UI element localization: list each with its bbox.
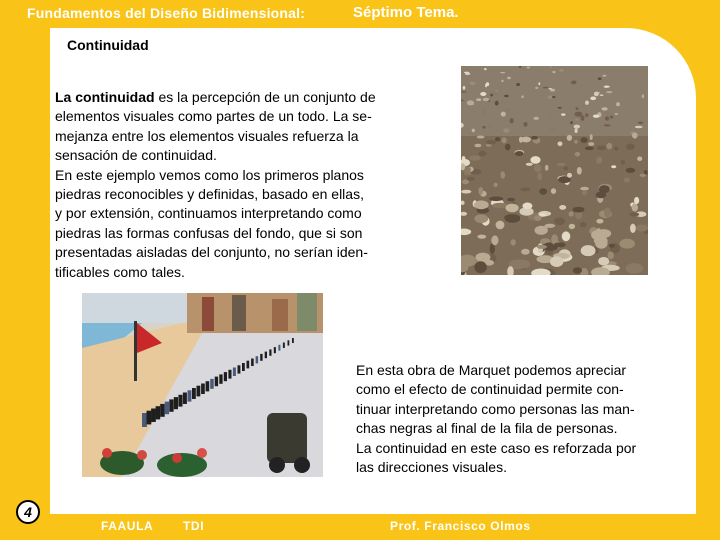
stone-shape	[600, 94, 604, 96]
stone-shape	[520, 188, 530, 192]
stone-shape	[521, 95, 524, 98]
stone-shape	[585, 101, 589, 105]
crowd-figure	[147, 411, 152, 425]
stone-shape	[504, 95, 509, 97]
crowd-figure	[210, 379, 214, 389]
stone-shape	[477, 136, 485, 139]
crowd-figure	[142, 413, 147, 427]
stone-shape	[475, 214, 489, 223]
stone-shape	[582, 190, 587, 195]
stone-shape	[626, 144, 634, 150]
course-title: Fundamentos del Diseño Bidimensional:	[27, 5, 306, 21]
stone-shape	[554, 242, 566, 247]
stone-shape	[602, 107, 608, 110]
stone-shape	[558, 107, 562, 109]
crowd-figure	[219, 374, 222, 383]
crowd-figure	[201, 384, 205, 395]
crowd-figure	[151, 409, 156, 423]
crowd-figure	[169, 399, 173, 411]
stone-shape	[485, 84, 487, 87]
stone-shape	[515, 260, 530, 269]
crowd-figure	[269, 349, 271, 355]
crowd-figure	[197, 386, 201, 397]
stone-shape	[559, 69, 564, 72]
stone-shape	[504, 214, 520, 221]
crowd-figure	[224, 372, 227, 381]
stone-shape	[507, 77, 511, 80]
footer-subject: TDI	[183, 519, 205, 533]
stone-shape	[484, 68, 487, 70]
stone-shape	[615, 113, 618, 115]
stone-shape	[581, 137, 588, 143]
stone-shape	[503, 128, 509, 132]
stone-shape	[638, 122, 643, 125]
crowd-figure	[215, 377, 218, 387]
stone-shape	[596, 219, 603, 224]
stone-shape	[515, 151, 524, 156]
stone-shape	[576, 107, 579, 110]
stone-shape	[461, 190, 471, 194]
marquet-paragraph: En esta obra de Marquet podemos apreciar como el efecto de continuidad permite con- tinuar interpretando como personas las man- chas negras al final de la fila de personas. La continuidad en este caso es reforzada por las direcciones visuales.	[356, 362, 637, 476]
stone-shape	[573, 207, 585, 213]
stone-shape	[493, 183, 497, 187]
stone-shape	[474, 144, 481, 147]
stone-shape	[637, 157, 642, 162]
stone-shape	[630, 224, 636, 233]
stone-shape	[507, 198, 515, 202]
stones-image	[461, 66, 648, 275]
crowd-figure	[251, 359, 254, 367]
stone-shape	[567, 173, 572, 178]
stone-shape	[570, 121, 573, 124]
stone-shape	[530, 156, 540, 164]
stone-shape	[611, 165, 616, 168]
stone-shape	[609, 244, 615, 248]
crowd-figure	[192, 388, 196, 399]
stone-shape	[581, 245, 596, 256]
stone-shape	[500, 72, 505, 73]
stone-shape	[596, 192, 607, 199]
stone-shape	[575, 152, 580, 157]
stone-shape	[544, 224, 555, 228]
stone-shape	[550, 128, 555, 130]
crowd-figure	[288, 340, 290, 345]
stone-shape	[479, 151, 487, 157]
stone-shape	[483, 98, 489, 102]
stone-shape	[501, 80, 503, 83]
stone-shape	[474, 200, 489, 209]
stone-shape	[608, 252, 614, 260]
stone-shape	[505, 144, 511, 151]
crowd-figure	[156, 406, 161, 419]
stone-shape	[598, 257, 609, 266]
stone-shape	[577, 167, 582, 175]
stone-shape	[619, 239, 635, 249]
stone-shape	[505, 108, 510, 111]
crowd-figure	[256, 356, 259, 363]
stone-shape	[573, 267, 582, 273]
crowd-figure	[206, 381, 210, 391]
stone-shape	[534, 164, 542, 172]
stone-shape	[590, 97, 596, 101]
stone-shape	[539, 188, 547, 194]
stone-shape	[551, 188, 556, 194]
stone-shape	[467, 177, 475, 181]
stone-shape	[469, 82, 475, 86]
stone-shape	[481, 109, 485, 114]
continuity-lead: La continuidad	[55, 89, 155, 105]
page-title: Continuidad	[67, 37, 149, 53]
stone-shape	[580, 222, 586, 227]
stone-shape	[506, 204, 519, 213]
crowd-figure	[188, 390, 192, 401]
stone-shape	[488, 125, 492, 128]
stone-shape	[575, 119, 578, 121]
stone-shape	[614, 147, 619, 151]
stone-shape	[635, 126, 643, 128]
crowd-figure	[274, 347, 276, 353]
stone-shape	[461, 91, 467, 93]
stone-shape	[535, 87, 538, 89]
stone-shape	[624, 177, 630, 182]
stone-shape	[501, 112, 506, 117]
crowd-figure	[165, 402, 169, 415]
stone-shape	[465, 73, 470, 75]
stone-shape	[604, 208, 611, 218]
stone-shape	[629, 212, 639, 216]
crowd-figure	[278, 345, 280, 351]
stone-shape	[550, 256, 564, 267]
stone-shape	[521, 249, 530, 255]
stone-shape	[482, 126, 485, 129]
stone-shape	[607, 143, 612, 150]
stone-shape	[606, 91, 612, 93]
stone-shape	[495, 101, 499, 106]
stone-shape	[588, 142, 594, 146]
footer-professor: Prof. Francisco Olmos	[390, 519, 531, 533]
stone-shape	[550, 117, 553, 119]
stone-shape	[605, 116, 609, 120]
crowd-figure	[228, 370, 231, 379]
stone-shape	[489, 197, 503, 202]
crowd-figure	[178, 395, 182, 407]
slide-number-badge: 4	[16, 500, 40, 524]
stone-shape	[581, 105, 585, 107]
crowd-figure	[292, 338, 294, 343]
stone-shape	[604, 124, 611, 126]
stone-shape	[537, 245, 547, 249]
stone-shape	[581, 115, 585, 121]
stone-shape	[590, 134, 593, 140]
stone-shape	[486, 140, 496, 144]
stone-shape	[537, 173, 542, 181]
stone-shape	[561, 113, 565, 115]
crowd-figure	[160, 404, 165, 417]
stone-shape	[642, 94, 644, 98]
stone-shape	[564, 167, 569, 171]
crowd-figure	[260, 354, 262, 361]
stone-shape	[547, 96, 552, 99]
stone-shape	[531, 136, 538, 140]
stone-shape	[480, 92, 486, 96]
crowd-figure	[247, 361, 250, 369]
stone-shape	[632, 203, 638, 211]
stone-shape	[516, 83, 520, 86]
stone-shape	[593, 115, 599, 118]
stone-shape	[491, 235, 498, 245]
stone-shape	[580, 187, 589, 191]
stone-shape	[467, 103, 474, 105]
stone-shape	[492, 203, 507, 209]
stone-shape	[621, 160, 625, 165]
stone-shape	[610, 115, 613, 118]
topic-title: Séptimo Tema.	[353, 4, 459, 21]
stone-shape	[472, 129, 475, 133]
stone-shape	[585, 147, 594, 151]
stone-shape	[476, 98, 481, 101]
stone-shape	[502, 137, 507, 143]
stone-shape	[463, 86, 466, 90]
stone-shape	[574, 125, 580, 129]
stone-shape	[636, 225, 648, 232]
slide-header	[0, 0, 720, 28]
stone-shape	[543, 87, 548, 89]
crowd-figure	[283, 343, 285, 349]
stone-shape	[585, 113, 588, 117]
crowd-figure	[233, 368, 236, 377]
stone-shape	[625, 263, 643, 274]
stone-shape	[522, 203, 532, 210]
stone-shape	[571, 81, 576, 85]
crowd-figure	[265, 352, 267, 359]
stone-shape	[474, 261, 486, 273]
stone-shape	[490, 94, 493, 97]
stone-shape	[567, 135, 572, 141]
stone-shape	[495, 90, 498, 92]
stone-shape	[575, 112, 583, 117]
stone-shape	[558, 142, 563, 147]
stone-shape	[521, 137, 531, 143]
stone-shape	[550, 89, 555, 92]
stone-shape	[496, 221, 505, 230]
stone-shape	[598, 77, 602, 80]
stone-shape	[523, 122, 527, 127]
stone-shape	[634, 197, 639, 204]
continuity-paragraph	[55, 88, 435, 282]
stone-shape	[545, 165, 549, 171]
stone-shape	[554, 217, 565, 225]
stone-shape	[534, 215, 541, 221]
stone-shape	[596, 157, 602, 164]
marquet-painting-illustration	[82, 293, 323, 477]
stone-shape	[594, 92, 599, 96]
stone-shape	[603, 75, 607, 77]
stone-shape	[574, 140, 578, 144]
stone-shape	[562, 231, 571, 241]
stone-shape	[640, 174, 646, 177]
crowd-figure	[242, 363, 245, 371]
stone-shape	[569, 224, 575, 229]
stone-shape	[510, 118, 514, 123]
marquet-painting-image	[82, 293, 323, 477]
stone-shape	[559, 205, 566, 210]
stones-illustration	[461, 66, 648, 275]
stone-shape	[604, 112, 611, 115]
stone-shape	[604, 86, 610, 88]
stone-shape	[533, 117, 539, 120]
stone-shape	[469, 155, 480, 160]
stone-shape	[552, 96, 555, 98]
stone-shape	[557, 163, 566, 166]
stone-shape	[527, 67, 531, 69]
stone-shape	[632, 132, 638, 138]
stone-shape	[552, 71, 555, 73]
stone-shape	[596, 228, 601, 236]
crowd-figure	[174, 397, 178, 409]
stone-shape	[462, 156, 466, 161]
stone-shape	[501, 171, 506, 179]
stone-shape	[477, 235, 486, 239]
stone-shape	[495, 137, 500, 141]
stone-shape	[569, 211, 574, 216]
stone-shape	[575, 128, 578, 133]
crowd-figure	[183, 393, 187, 405]
stone-shape	[511, 239, 516, 245]
stone-shape	[478, 187, 483, 195]
stone-shape	[538, 82, 540, 85]
footer-school: FAAULA	[101, 519, 154, 533]
continuity-text: es la percepción de un conjunto de elementos visuales como partes de un todo. La se- mejanza entre los elementos visuales refuerza la sensación de continuidad. En este ejemplo vemos como los primeros planos piedras reconocibles y definidas, basado en ellas, y por extensión, continuamos interpretando como piedras las formas confusas del fondo, que si son presentadas aisladas del conjunto, no serían iden- tificables como tales.	[55, 89, 376, 280]
left-border	[0, 28, 50, 514]
stone-shape	[616, 102, 620, 106]
stone-shape	[597, 146, 606, 151]
stone-shape	[626, 168, 636, 173]
crowd-figure	[238, 365, 241, 373]
stone-shape	[526, 163, 533, 166]
